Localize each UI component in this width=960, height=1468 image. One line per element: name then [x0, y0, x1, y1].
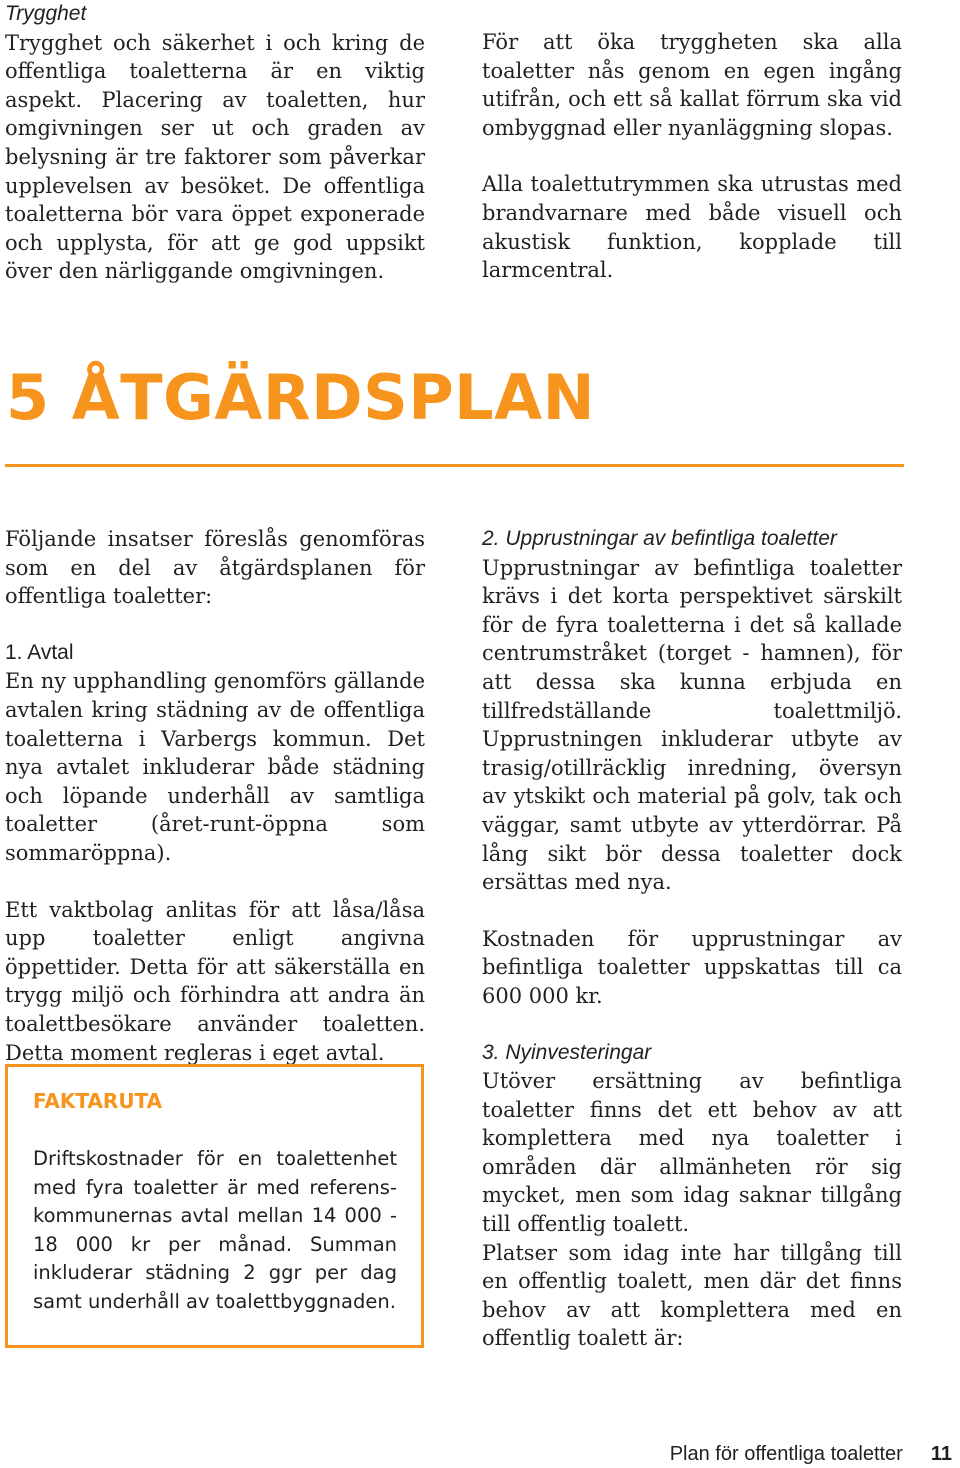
- item2-paragraph: Upprustningar av befintliga toaletter krävs i det korta perspektivet särskilt för de fyra toaletterna i det så kallade centrumstråket (torget - hamnen), för att dessa ska kunna erbjuda en tillfredställande toalettmiljö. Upprustningen inkluderar utbyte av trasig/otillräcklig inredning, översyn av ytskikt och material på golv, tak och väggar, samt utbyte av ytterdörrar. På lång sikt bör dessa toaletter dock ersättas med nya.: [482, 555, 902, 895]
- item2-paragraph-2: Kostnaden för upprustningar av befintliga toaletter uppskattas till ca 600 000 kr.: [482, 926, 902, 1008]
- right-column: [482, 525, 902, 1353]
- item1-paragraph: En ny upphandling genomförs gällande avtalen kring städning av de offentliga toaletterna i Varbergs kommun. Det nya avtalet inkluderar både städning och löpande underhåll av samtliga toaletter (året-runt-öppna som sommaröppna).: [5, 669, 425, 865]
- top-right-column: [482, 28, 902, 285]
- paragraph-trygghet: Trygghet och säkerhet i och kring de offentliga toaletterna är en viktig aspekt. Placering av toaletten, hur omgivningen ser ut och graden av belysning är tre faktorer som påverkar upplevelsen av besöket. De offentliga toaletterna bör vara öppet exponerade och upplysta, för att ge god uppsikt över den närliggande omgivningen.: [5, 30, 425, 284]
- footer-title: Plan för offentliga toaletter: [669, 1443, 903, 1465]
- paragraph-brandvarnare: Alla toalettutrymmen ska utrustas med brandvarnare med både visuell och akustisk funktion, kopplade till larmcentral.: [482, 172, 902, 283]
- item3-paragraph: Utöver ersättning av befintliga toaletter finns det ett behov av att komplettera med nya toaletter i områden där allmänheten rör sig mycket, men som idag saknar tillgång till offentlig toalett.: [482, 1069, 902, 1237]
- intro-paragraph: Följande insatser föreslås genomföras som en del av åtgärdsplanen för offentliga toaletter:: [5, 527, 425, 609]
- fact-box-text: Driftskostnader för en toalettenhet med fyra toaletter är med referens-kommunernas avtal mellan 14 000 - 18 000 kr per månad. Summan inkluderar städning 2 ggr per dag samt underhåll av toalettbyggnaden.: [33, 1147, 397, 1313]
- item1-heading: 1. Avtal: [5, 640, 74, 664]
- fact-box: [5, 1064, 424, 1348]
- item1-paragraph-2: Ett vaktbolag anlitas för att låsa/låsa upp toaletter enligt angivna öppettider. Detta för att säkerställa en trygg miljö och förhindra att andra än toalettbesökare använder toaletten. Detta moment regleras i eget avtal.: [5, 897, 425, 1065]
- page-footer: [670, 1440, 952, 1468]
- subheading-trygghet: Trygghet: [5, 2, 87, 25]
- page-number: 11: [930, 1443, 952, 1465]
- top-left-column: [5, 0, 425, 286]
- left-column: [5, 525, 425, 1067]
- fact-box-title: FAKTARUTA: [33, 1089, 163, 1113]
- item2-heading: 2. Upprustningar av befintliga toaletter: [482, 527, 837, 550]
- item3-paragraph-2: Platser som idag inte har tillgång till en offentlig toalett, men där det finns behov av att komplettera med en offentlig toalett är:: [482, 1240, 902, 1351]
- paragraph-forrum: För att öka tryggheten ska alla toaletter nås genom en egen ingång utifrån, och ett så kallat förrum ska vid ombyggnad eller nyanläggning slopas.: [482, 30, 902, 140]
- item3-heading: 3. Nyinvesteringar: [482, 1040, 652, 1064]
- section-title: 5 ÅTGÄRDSPLAN: [6, 361, 596, 434]
- title-divider: [5, 464, 904, 467]
